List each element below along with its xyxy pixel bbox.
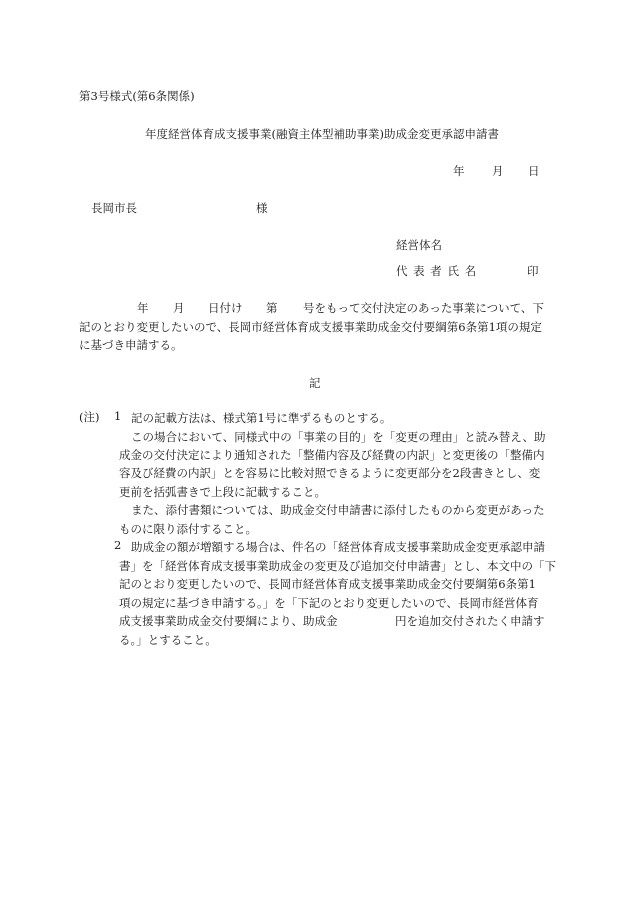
note-line: 成支援事業助成金交付要綱により、助成金 [119, 614, 338, 628]
date-month: 月 [492, 164, 504, 178]
body-line: に基づき申請する。 [79, 338, 183, 352]
form-number: 第3号様式(第6条関係) [79, 89, 195, 103]
date-year: 年 [453, 164, 465, 178]
note-line: 成金の交付決定により通知された「整備内容及び経費の内訳」と変更後の「整備内 [119, 448, 545, 462]
date-day: 日 [528, 164, 540, 178]
document-title: 年度経営体育成支援事業(融資主体型補助事業)助成金変更承認申請書 [145, 127, 499, 141]
entity-name-label: 経営体名 [396, 238, 442, 252]
note-line: 記の記載方法は、様式第1号に準ずるものとする。 [131, 411, 392, 425]
body-go: 号をもって交付決定のあった事業について、下 [303, 301, 544, 315]
representative-label: 代 表 者 氏 名 [396, 264, 478, 278]
seal-mark: 印 [527, 264, 539, 278]
addressee-name: 長岡市長 [91, 201, 137, 215]
body-line: 記のとおり変更したいので、長岡市経営体育成支援事業助成金交付要綱第6条第1項の規定 [79, 320, 542, 334]
body-day: 日付け [208, 301, 243, 315]
note-line: 項の規定に基づき申請する。」を「下記のとおり変更したいので、長岡市経営体育 [119, 596, 539, 610]
body-year: 年 [137, 301, 149, 315]
note-line: 書」を「経営体育成支援事業助成金の変更及び追加交付申請書」とし、本文中の「下 [119, 559, 556, 573]
note-line: ものに限り添付すること。 [119, 522, 257, 536]
note-line: 円を追加交付されたく申請す [395, 614, 545, 628]
addressee-honorific: 様 [256, 201, 268, 215]
note-number: 1 [114, 409, 122, 423]
note-line: る。」とすること。 [119, 633, 217, 647]
note-line: 更前を括弧書きで上段に記載すること。 [119, 485, 326, 499]
note-line: また、添付書類については、助成金交付申請書に添付したものから変更があった [131, 503, 545, 517]
notes-label: (注) [79, 410, 100, 424]
note-line: 記のとおり変更したいので、長岡市経営体育成支援事業助成金交付要綱第6条第1 [119, 577, 536, 591]
body-dai: 第 [266, 301, 278, 315]
note-line: 助成金の額が増額する場合は、件名の「経営体育成支援事業助成金変更承認申請 [131, 540, 545, 554]
note-line: この場合において、同様式中の「事業の目的」を「変更の理由」と読み替え、助 [131, 430, 546, 444]
note-number: 2 [114, 538, 122, 552]
ki-heading: 記 [309, 376, 321, 390]
note-line: 容及び経費の内訳」とを容易に比較対照できるように変更部分を2段書きとし、変 [119, 466, 541, 480]
body-month: 月 [173, 301, 185, 315]
